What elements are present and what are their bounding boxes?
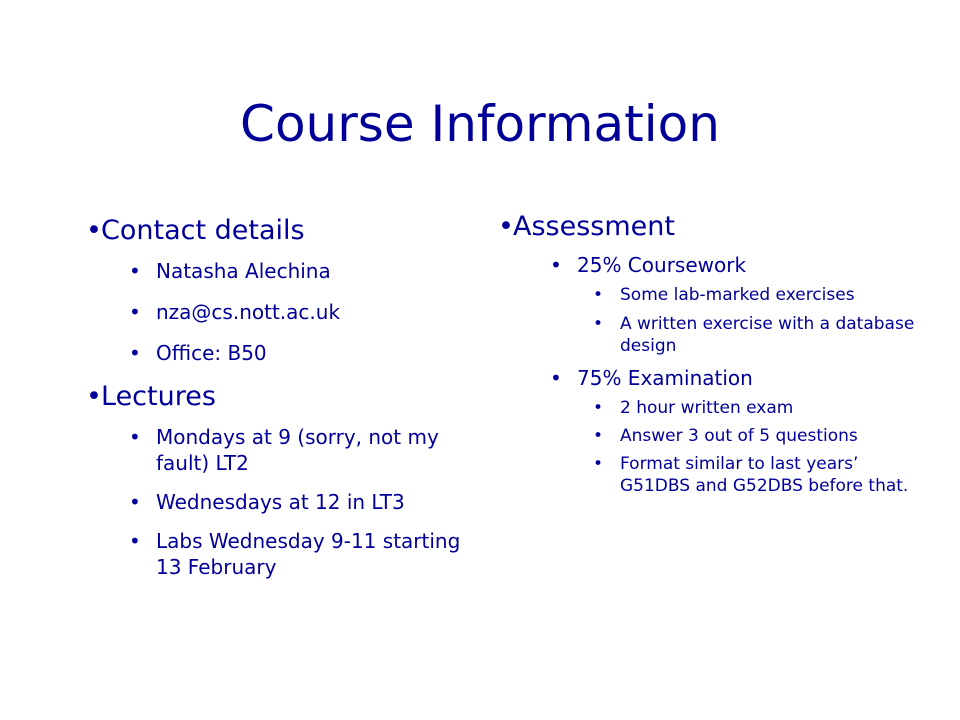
bullet-icon: • [593, 398, 604, 418]
bullet-icon: • [129, 490, 141, 514]
bullet-icon: • [86, 215, 102, 246]
coursework-sublist [498, 284, 918, 357]
list-item: • Mondays at 9 (sorry, not my fault) LT2 [129, 425, 439, 475]
contact-list [86, 258, 486, 366]
list-item: • Some lab-marked exercises [593, 285, 855, 305]
section-heading-lectures: • Lectures [86, 381, 216, 412]
right-column [498, 210, 918, 497]
list-item: • Natasha Alechina [129, 259, 331, 283]
bullet-icon: • [129, 259, 141, 283]
assessment-list [498, 252, 918, 278]
bullet-icon: • [593, 426, 604, 446]
bullet-icon: • [550, 366, 562, 390]
bullet-icon: • [86, 381, 102, 412]
bullet-icon: • [129, 529, 141, 553]
left-column [86, 214, 486, 580]
assessment-list-2 [498, 365, 918, 391]
list-item: • 25% Coursework [550, 253, 747, 277]
lectures-list [86, 424, 486, 580]
section-heading-assessment: • Assessment [498, 211, 675, 242]
list-item: • Office: B50 [129, 341, 267, 365]
section-heading-contact: • Contact details [86, 215, 305, 246]
list-item: • Answer 3 out of 5 questions [593, 426, 858, 446]
slide-title: Course Information [240, 95, 720, 153]
list-item: • 75% Examination [550, 366, 753, 390]
list-item: • Wednesdays at 12 in LT3 [129, 490, 405, 514]
bullet-icon: • [129, 300, 141, 324]
list-item: • Labs Wednesday 9-11 starting 13 February [129, 529, 461, 579]
bullet-icon: • [593, 285, 604, 305]
bullet-icon: • [129, 425, 141, 449]
examination-sublist [498, 397, 918, 497]
list-item: • Format similar to last years’ G51DBS and G52DBS before that. [593, 454, 909, 496]
bullet-icon: • [498, 211, 514, 242]
list-item: • A written exercise with a database design [593, 314, 915, 356]
bullet-icon: • [129, 341, 141, 365]
list-item: • 2 hour written exam [593, 398, 794, 418]
list-item: • nza@cs.nott.ac.uk [129, 300, 341, 324]
bullet-icon: • [593, 314, 604, 334]
bullet-icon: • [593, 454, 604, 474]
bullet-icon: • [550, 253, 562, 277]
